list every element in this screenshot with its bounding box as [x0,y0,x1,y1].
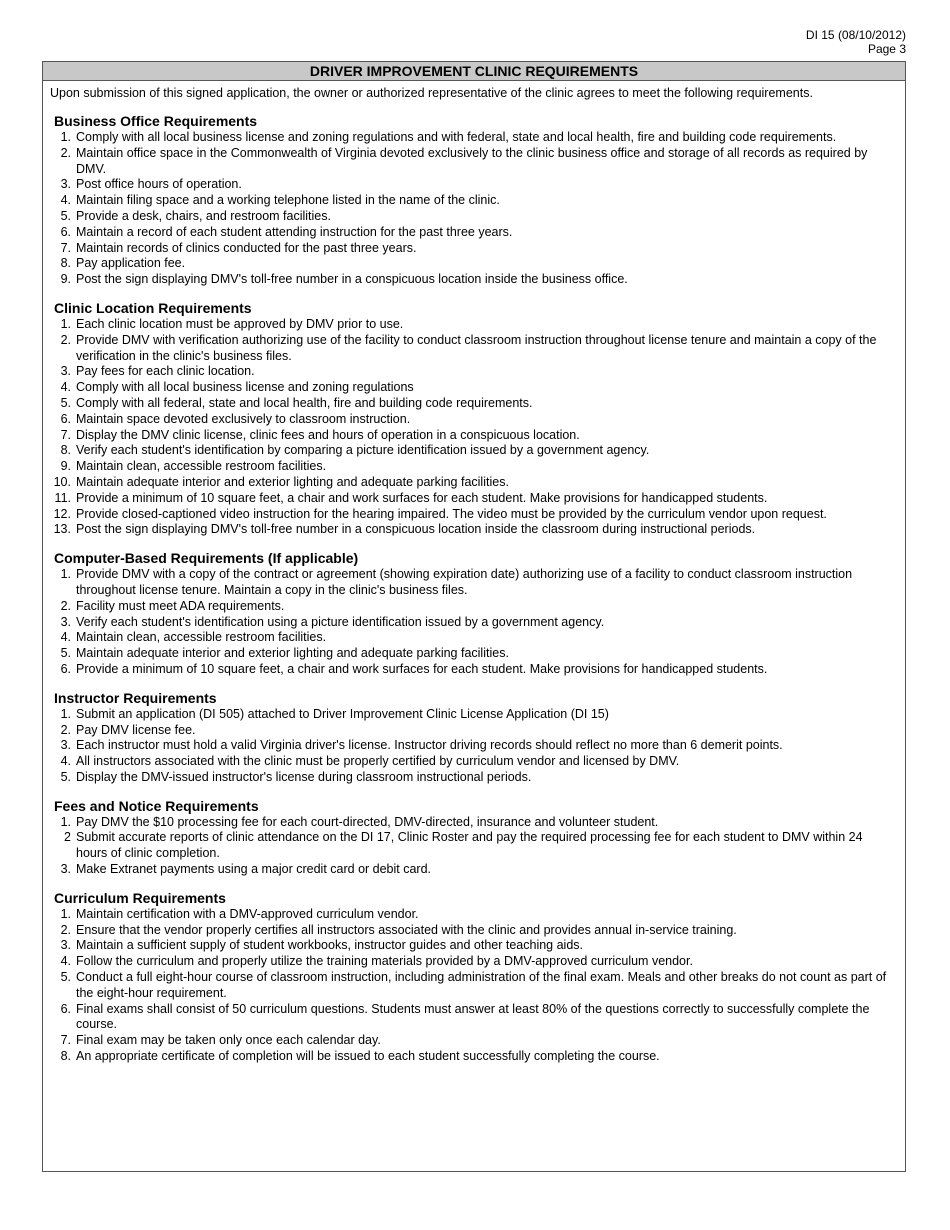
item-text: Make Extranet payments using a major credit card or debit card. [76,862,432,877]
item-number: 7. [60,1033,71,1048]
requirement-item [43,615,905,631]
section-0 [43,113,905,288]
requirement-item [43,1033,905,1049]
requirement-item [43,599,905,615]
requirement-item [43,830,905,862]
item-text: Display the DMV-issued instructor's license during classroom instructional periods. [76,769,532,784]
section-5 [43,890,905,1065]
requirement-item [43,970,905,1002]
item-number: 5. [60,646,71,661]
requirement-item [43,193,905,209]
item-number: 8. [60,256,71,271]
requirement-item [43,272,905,288]
form-id: DI 15 (08/10/2012) [805,28,906,42]
section-3 [43,690,905,786]
item-text: Conduct a full eight-hour course of classroom instruction, including administration of the final exam. Meals and other breaks do not count as part of the eight-hour requirement. [76,970,887,1000]
requirement-item [43,364,905,380]
item-text: Verify each student's identification using a picture identification issued by a government agency. [76,614,605,629]
requirement-item [43,317,905,333]
item-number: 2 [64,830,71,845]
item-text: Display the DMV clinic license, clinic fees and hours of operation in a conspicuous location. [76,427,580,442]
item-number: 6. [60,1001,71,1016]
section-1 [43,300,905,538]
item-number: 4. [60,193,71,208]
requirement-item [43,333,905,365]
item-text: Pay application fee. [76,256,186,271]
requirement-item [43,522,905,538]
item-text: Follow the curriculum and properly utilize the training materials provided by a DMV-approved curriculum vendor. [76,954,693,969]
item-number: 1. [60,706,71,721]
requirement-item [43,130,905,146]
item-number: 3. [60,862,71,877]
item-number: 7. [60,240,71,255]
item-text: Provide closed-captioned video instruction for the hearing impaired. The video must be provided by the curriculum vendor upon request. [76,506,827,521]
requirements-box [42,61,906,1172]
requirement-item [43,1002,905,1034]
item-number: 8. [60,1049,71,1064]
item-text: Maintain adequate interior and exterior lighting and adequate parking facilities. [76,474,509,489]
requirement-item [43,723,905,739]
item-text: Provide a minimum of 10 square feet, a chair and work surfaces for each student. Make provisions for handicapped students. [76,661,768,676]
item-text: Maintain office space in the Commonwealth of Virginia devoted exclusively to the clinic business office and storage of all records as required by DMV. [76,145,868,176]
item-text: Maintain a sufficient supply of student workbooks, instructor guides and other teaching aids. [76,938,584,953]
section-4 [43,798,905,878]
item-number: 4. [60,954,71,969]
item-text: Pay DMV license fee. [76,722,196,737]
requirement-item [43,475,905,491]
form-header [806,28,906,56]
requirement-item [43,907,905,923]
item-text: Maintain records of clinics conducted for the past three years. [76,240,417,255]
item-number: 4. [60,380,71,395]
item-text: Post the sign displaying DMV's toll-free number in a conspicuous location inside the classroom during instructional periods. [76,522,756,537]
item-number: 6. [60,224,71,239]
section-heading: Computer-Based Requirements (If applicable) [54,550,359,567]
sections-container [43,113,905,1065]
item-number: 3. [60,738,71,753]
item-text: Submit accurate reports of clinic attendance on the DI 17, Clinic Roster and pay the required processing fee for each student to DMV within 24 hours of clinic completion. [76,830,863,861]
requirement-list [43,130,905,288]
requirement-item [43,443,905,459]
item-text: Comply with all local business license and zoning regulations and with federal, state and local health, fire and building code requirements. [76,130,837,144]
requirement-list [43,707,905,786]
item-number: 1. [60,814,71,829]
item-number: 2. [60,922,71,937]
item-text: Maintain a record of each student attending instruction for the past three years. [76,224,513,239]
item-text: Provide a desk, chairs, and restroom facilities. [76,208,331,223]
requirement-list [43,567,905,678]
section-heading: Clinic Location Requirements [54,299,252,316]
item-text: Facility must meet ADA requirements. [76,598,285,613]
item-text: Ensure that the vendor properly certifies all instructors associated with the clinic and provides annual in-service training. [76,922,737,937]
item-text: Maintain space devoted exclusively to classroom instruction. [76,411,411,426]
item-number: 3. [60,364,71,379]
requirement-item [43,923,905,939]
item-number: 2. [60,332,71,347]
item-text: Each instructor must hold a valid Virginia driver's license. Instructor driving records should reflect no more than 6 demerit points. [76,738,783,753]
item-number: 12. [53,506,71,521]
requirement-item [43,380,905,396]
item-text: Maintain clean, accessible restroom facilities. [76,630,327,645]
item-text: Final exam may be taken only once each calendar day. [76,1033,381,1048]
item-text: Post the sign displaying DMV's toll-free number in a conspicuous location inside the business office. [76,272,628,287]
item-number: 2. [60,145,71,160]
item-text: Provide DMV with a copy of the contract or agreement (showing expiration date) authorizing use of a facility to conduct classroom instruction throughout license tenure. Maintain a copy in the clinic's business files. [76,567,853,597]
item-number: 3. [60,177,71,192]
requirement-item [43,662,905,678]
item-text: Comply with all local business license and zoning regulations [76,380,414,395]
requirement-item [43,459,905,475]
requirement-item [43,241,905,257]
requirement-item [43,412,905,428]
requirement-item [43,428,905,444]
item-number: 5. [60,208,71,223]
requirement-item [43,707,905,723]
item-number: 10. [53,474,71,489]
requirement-item [43,1049,905,1065]
section-heading: Fees and Notice Requirements [54,797,259,814]
requirement-item [43,815,905,831]
item-number: 5. [60,970,71,985]
requirement-item [43,770,905,786]
requirement-list [43,815,905,878]
item-number: 3. [60,938,71,953]
section-2 [43,550,905,678]
item-number: 5. [60,769,71,784]
item-text: Submit an application (DI 505) attached to Driver Improvement Clinic License Application (DI 15) [76,706,609,721]
item-number: 1. [60,130,71,144]
item-number: 6. [60,661,71,676]
item-text: Each clinic location must be approved by DMV prior to use. [76,316,404,331]
requirement-item [43,738,905,754]
requirement-item [43,646,905,662]
item-number: 4. [60,754,71,769]
item-number: 11. [54,490,71,505]
item-text: All instructors associated with the clinic must be properly certified by curriculum vendor and licensed by DMV. [76,754,680,769]
item-number: 13. [53,522,71,537]
item-number: 3. [60,614,71,629]
requirement-item [43,396,905,412]
item-text: Final exams shall consist of 50 curriculum questions. Students must answer at least 80% of the questions correctly to successfully complete the course. [76,1001,870,1032]
item-text: Maintain certification with a DMV-approved curriculum vendor. [76,906,419,921]
requirement-item [43,491,905,507]
item-number: 4. [60,630,71,645]
item-text: An appropriate certificate of completion will be issued to each student successfully completing the course. [76,1049,660,1064]
item-text: Maintain clean, accessible restroom facilities. [76,459,327,474]
requirement-item [43,507,905,523]
item-text: Provide DMV with verification authorizing use of the facility to conduct classroom instruction throughout license tenure and maintain a copy of the verification in the clinic's business files. [76,332,877,363]
requirement-item [43,954,905,970]
requirement-list [43,317,905,538]
item-text: Post office hours of operation. [76,177,242,192]
item-number: 1. [60,906,71,921]
requirement-item [43,146,905,178]
item-text: Verify each student's identification by comparing a picture identification issued by a government agency. [76,443,650,458]
requirement-item [43,938,905,954]
requirement-item [43,754,905,770]
requirement-item [43,209,905,225]
requirement-item [43,862,905,878]
item-number: 8. [60,443,71,458]
item-number: 2. [60,598,71,613]
page-number: Page 3 [867,42,906,56]
requirement-item [43,225,905,241]
section-heading: Business Office Requirements [54,113,258,129]
section-heading: Instructor Requirements [54,689,217,706]
item-number: 5. [60,395,71,410]
item-number: 9. [60,272,71,287]
item-number: 2. [60,722,71,737]
item-text: Comply with all federal, state and local health, fire and building code requirements. [76,395,533,410]
section-heading: Curriculum Requirements [54,889,226,906]
requirement-item [43,256,905,272]
requirement-item [43,567,905,599]
requirement-list [43,907,905,1065]
page-title: DRIVER IMPROVEMENT CLINIC REQUIREMENTS [43,62,905,81]
item-number: 1. [60,316,71,331]
item-text: Pay fees for each clinic location. [76,364,255,379]
item-number: 7. [60,427,71,442]
intro-text: Upon submission of this signed application, the owner or authorized representative of the clinic agrees to meet the following requirements. [50,86,813,100]
item-text: Maintain filing space and a working telephone listed in the name of the clinic. [76,193,500,208]
item-text: Maintain adequate interior and exterior lighting and adequate parking facilities. [76,646,509,661]
item-text: Pay DMV the $10 processing fee for each court-directed, DMV-directed, insurance and volunteer student. [76,814,659,829]
item-number: 6. [60,411,71,426]
item-text: Provide a minimum of 10 square feet, a chair and work surfaces for each student. Make provisions for handicapped students. [76,490,768,505]
item-number: 9. [60,459,71,474]
requirement-item [43,630,905,646]
item-number: 1. [60,567,71,582]
requirement-item [43,177,905,193]
